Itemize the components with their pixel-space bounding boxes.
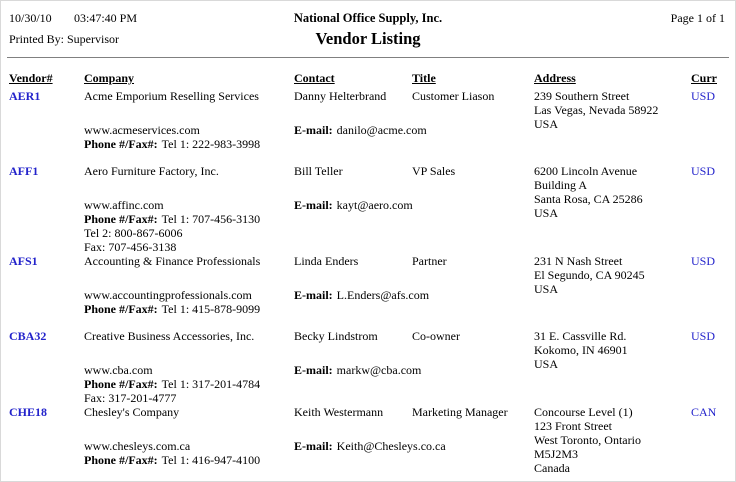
vendor-block [7,329,729,405]
phone-line [84,302,294,316]
address-line: 231 N Nash Street [534,254,623,268]
vendor-id-link[interactable]: AFF1 [9,164,39,178]
phone-line: Fax: 317-201-4777 [84,391,177,405]
phone-fax-label: Phone #/Fax#: [84,377,158,391]
phone-line [84,377,294,391]
website-text: www.affinc.com [84,198,164,212]
phone-line: Fax: 707-456-3138 [84,240,177,254]
address-line: 239 Southern Street [534,89,630,103]
phone-value: Tel 1: 416-947-4100 [161,453,261,467]
contact-title: Marketing Manager [412,405,508,419]
phone-extra-lines [84,226,294,254]
spacer [294,268,412,288]
phone-fax-label: Phone #/Fax#: [84,212,158,226]
contact-name: Keith Westermann [294,405,384,419]
email-label: E-mail: [294,439,333,453]
email-label: E-mail: [294,363,333,377]
address-lines [534,164,691,220]
report-time: 03:47:40 PM [74,11,138,25]
column-header-curr: Curr [691,71,717,85]
spacer [294,103,412,123]
email-value: Keith@Chesleys.co.ca [336,439,446,453]
title-cell [412,164,534,178]
phone-line: Tel 2: 800-867-6006 [84,226,183,240]
contact-name: Bill Teller [294,164,343,178]
contact-cell [294,164,412,212]
column-header-company: Company [84,71,135,85]
address-lines [534,329,691,371]
company-name: Acme Emporium Reselling Services [84,89,259,103]
report-date: 10/30/10 [9,11,52,25]
header-center [7,11,729,49]
contact-name: Danny Helterbrand [294,89,387,103]
contact-cell [294,329,422,377]
company-name: Chesley's Company [84,405,180,419]
title-cell [412,329,534,343]
contact-cell [294,89,427,137]
contact-title: Co-owner [412,329,460,343]
spacer [84,343,294,363]
phone-line [84,137,294,151]
contact-title: VP Sales [412,164,456,178]
address-line: 123 Front Street [534,419,612,433]
spacer [294,178,412,198]
company-name: Accounting & Finance Professionals [84,254,261,268]
company-cell [84,405,294,467]
vendor-id-link[interactable]: AER1 [9,89,41,103]
email-line [294,363,422,377]
phone-value: Tel 1: 707-456-3130 [161,212,261,226]
title-cell [412,254,534,268]
address-line: Kokomo, IN 46901 [534,343,628,357]
spacer [84,103,294,123]
contact-cell [294,405,446,453]
website-text: www.chesleys.com.ca [84,439,191,453]
vendor-block [7,254,729,329]
contact-name: Becky Lindstrom [294,329,378,343]
email-value: L.Enders@afs.com [336,288,430,302]
email-line [294,439,446,453]
address-line: Concourse Level (1) [534,405,633,419]
spacer [84,419,294,439]
address-line: 31 E. Cassville Rd. [534,329,627,343]
vendor-block [7,89,729,164]
address-line: M5J2M3 [534,447,579,461]
address-line: Canada [534,461,570,475]
email-label: E-mail: [294,198,333,212]
spacer [84,178,294,198]
company-name: Aero Furniture Factory, Inc. [84,164,219,178]
currency-value: USD [691,329,716,343]
report-title: Vendor Listing [315,29,421,48]
company-cell [84,89,294,151]
phone-value: Tel 1: 317-201-4784 [161,377,261,391]
column-header-title: Title [412,71,436,85]
vendor-id-link[interactable]: AFS1 [9,254,38,268]
company-cell [84,254,294,316]
email-value: kayt@aero.com [336,198,413,212]
company-cell [84,164,294,254]
company-name: Creative Business Accessories, Inc. [84,329,255,343]
spacer [84,268,294,288]
vendor-block [7,405,729,480]
phone-line [84,212,294,226]
column-header-vendor: Vendor# [9,71,53,85]
page-number: Page 1 of 1 [670,11,725,25]
printed-by: Printed By: Supervisor [9,32,119,46]
phone-value: Tel 1: 415-878-9099 [161,302,261,316]
website-text: www.acmeservices.com [84,123,200,137]
title-cell [412,405,534,419]
column-header-contact: Contact [294,71,335,85]
phone-extra-lines [84,391,294,405]
phone-fax-label: Phone #/Fax#: [84,137,158,151]
currency-value: CAN [691,405,717,419]
email-line [294,123,427,137]
company-cell [84,329,294,405]
address-line: USA [534,206,559,220]
phone-fax-label: Phone #/Fax#: [84,302,158,316]
email-value: markw@cba.com [336,363,422,377]
email-line [294,288,430,302]
contact-name: Linda Enders [294,254,359,268]
vendor-listing-report [1,1,735,480]
address-line: USA [534,357,559,371]
vendor-rows [7,89,729,480]
email-label: E-mail: [294,123,333,137]
address-line: USA [534,282,559,296]
vendor-block [7,164,729,254]
email-label: E-mail: [294,288,333,302]
phone-value: Tel 1: 222-983-3998 [161,137,261,151]
address-lines [534,254,691,296]
email-line [294,198,412,212]
address-line: USA [534,117,559,131]
spacer [294,419,412,439]
email-value: danilo@acme.com [336,123,427,137]
company-name-heading: National Office Supply, Inc. [293,11,443,25]
contact-title: Partner [412,254,447,268]
contact-title: Customer Liason [412,89,495,103]
spacer [294,343,412,363]
currency-value: USD [691,164,716,178]
phone-line [84,453,294,467]
vendor-id-link[interactable]: CBA32 [9,329,47,343]
currency-value: USD [691,89,716,103]
address-line: West Toronto, Ontario [534,433,641,447]
address-line: Santa Rosa, CA 25286 [534,192,643,206]
column-header-row [7,71,729,89]
address-line: 6200 Lincoln Avenue [534,164,638,178]
report-header [7,1,729,58]
column-header-address: Address [534,71,576,85]
phone-fax-label: Phone #/Fax#: [84,453,158,467]
address-lines [534,89,691,131]
address-line: El Segundo, CA 90245 [534,268,645,282]
address-line: Building A [534,178,588,192]
website-text: www.accountingprofessionals.com [84,288,252,302]
address-lines [534,405,691,475]
currency-value: USD [691,254,716,268]
vendor-id-link[interactable]: CHE18 [9,405,48,419]
title-cell [412,89,534,103]
address-line: Las Vegas, Nevada 58922 [534,103,659,117]
website-text: www.cba.com [84,363,153,377]
